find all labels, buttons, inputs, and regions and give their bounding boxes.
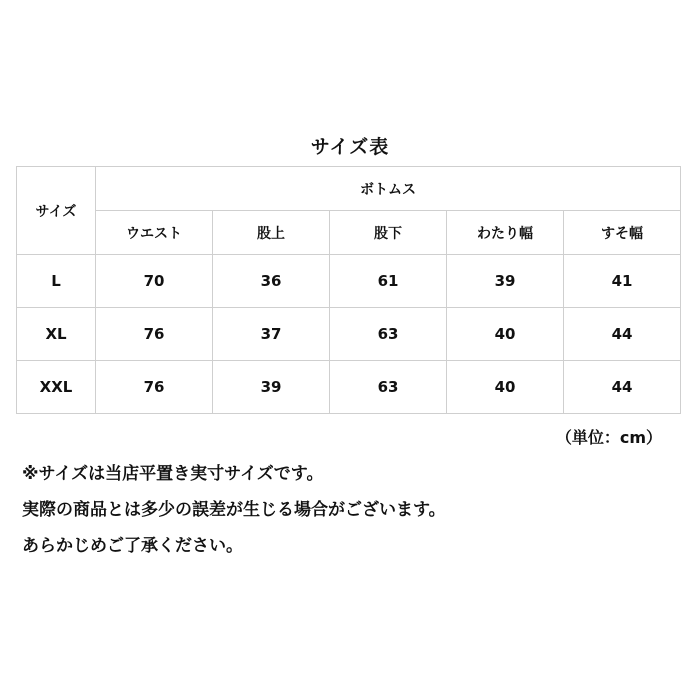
size-cell: XXL: [17, 361, 96, 414]
note-line: あらかじめご了承ください。: [22, 536, 243, 556]
table-row: [17, 255, 681, 308]
value-cell: 61: [330, 255, 447, 308]
bottoms-group-header: ボトムス: [96, 167, 681, 211]
value-cell: 39: [213, 361, 330, 414]
unit-label: （単位：cm）: [555, 428, 662, 447]
value-cell: 41: [564, 255, 681, 308]
table-row: [17, 308, 681, 361]
notes: [22, 456, 682, 564]
column-header-rise: 股上: [213, 211, 330, 255]
value-cell: 40: [447, 361, 564, 414]
value-cell: 76: [96, 308, 213, 361]
note-line: ※サイズは当店平置き実寸サイズです。: [22, 464, 324, 484]
table-row: [17, 361, 681, 414]
page-title: サイズ表: [310, 136, 390, 158]
value-cell: 76: [96, 361, 213, 414]
value-cell: 63: [330, 361, 447, 414]
column-header-waist: ウエスト: [96, 211, 213, 255]
size-cell: L: [17, 255, 96, 308]
column-header-hem-width: すそ幅: [564, 211, 681, 255]
column-header-thigh-width: わたり幅: [447, 211, 564, 255]
value-cell: 37: [213, 308, 330, 361]
value-cell: 36: [213, 255, 330, 308]
table-header-row: [17, 167, 681, 211]
value-cell: 63: [330, 308, 447, 361]
value-cell: 40: [447, 308, 564, 361]
note-line: 実際の商品とは多少の誤差が生じる場合がございます。: [22, 500, 446, 520]
value-cell: 70: [96, 255, 213, 308]
value-cell: 44: [564, 361, 681, 414]
size-header-cell: サイズ: [17, 167, 96, 255]
column-header-inseam: 股下: [330, 211, 447, 255]
table-subheader-row: [17, 211, 681, 255]
value-cell: 39: [447, 255, 564, 308]
value-cell: 44: [564, 308, 681, 361]
size-cell: XL: [17, 308, 96, 361]
size-table: [16, 166, 681, 414]
